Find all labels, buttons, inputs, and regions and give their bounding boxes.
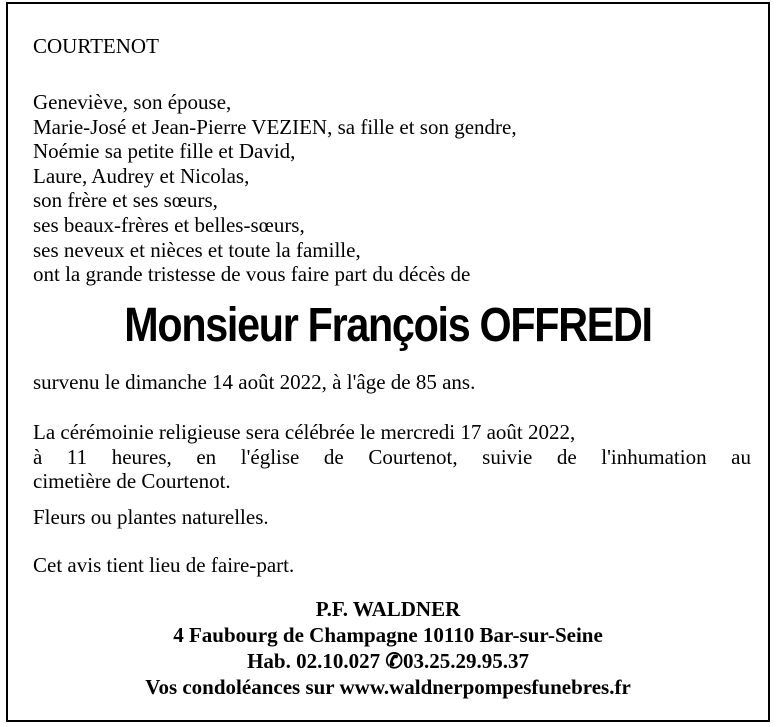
family-line: Laure, Audrey et Nicolas, [33, 163, 250, 188]
funeral-home-contact [8, 648, 768, 674]
obituary-notice [6, 2, 770, 722]
ceremony-details [33, 420, 751, 494]
funeral-home-block [8, 596, 768, 700]
family-line: son frère et ses sœurs, [33, 188, 218, 213]
ceremony-line: à 11 heures, en l'église de Courtenot, suivie de l'inhumation au [33, 444, 751, 469]
family-line: Marie-José et Jean-Pierre VEZIEN, sa fille et son gendre, [33, 114, 517, 139]
ceremony-line: cimetière de Courtenot. [33, 469, 231, 493]
funeral-home-address: 4 Faubourg de Champagne 10110 Bar-sur-Seine [173, 623, 603, 647]
deceased-name: Monsieur François OFFREDI [124, 299, 652, 352]
hab-number: Hab. 02.10.027 [247, 649, 381, 673]
phone-icon: ✆ [385, 649, 403, 673]
family-line: Geneviève, son épouse, [33, 90, 232, 114]
family-line: ses neveux et nièces et toute la famille, [33, 237, 361, 262]
place-heading: COURTENOT [33, 34, 159, 58]
family-line: ses beaux-frères et belles-sœurs, [33, 212, 305, 237]
condolences-line: Vos condoléances sur www.waldnerpompesfunebres.fr [145, 675, 631, 699]
flowers-note: Fleurs ou plantes naturelles. [33, 505, 269, 529]
family-line: ont la grande tristesse de vous faire part du décès de [33, 262, 471, 287]
funeral-home-name: P.F. WALDNER [315, 597, 461, 621]
deceased-info: survenu le dimanche 14 août 2022, à l'âge de 85 ans. [33, 370, 476, 394]
ceremony-line: La cérémoinie religieuse sera célébrée le mercredi 17 août 2022, [33, 420, 576, 444]
family-line: Noémie sa petite fille et David, [33, 139, 296, 164]
faire-part-note: Cet avis tient lieu de faire-part. [33, 553, 295, 577]
phone-number: 03.25.29.95.37 [402, 649, 529, 673]
family-list [33, 90, 517, 287]
